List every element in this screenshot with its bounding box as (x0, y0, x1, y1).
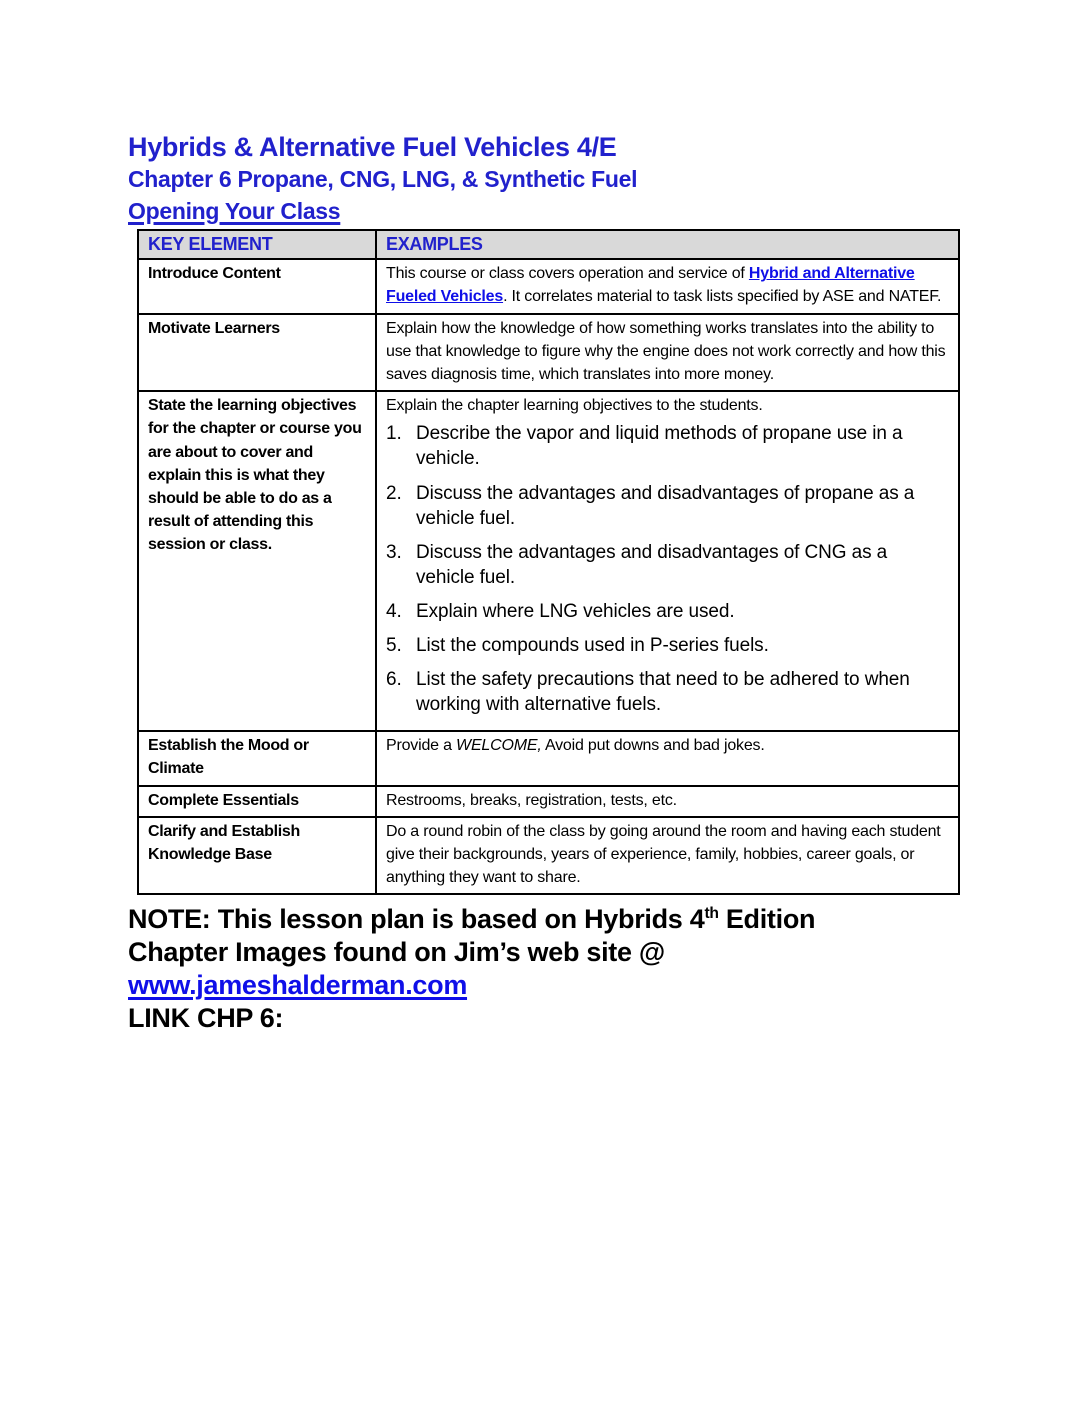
link-chp-label: LINK CHP 6: (128, 1003, 284, 1034)
objective-item: Describe the vapor and liquid methods of propane use in a vehicle. (416, 423, 903, 470)
text-segment: Provide a (386, 737, 457, 755)
note-line-2: Chapter Images found on Jim’s web site @ (128, 937, 665, 968)
objective-item: List the safety precautions that need to be adhered to when working with alternative fuels. (416, 669, 910, 716)
table-row (138, 314, 959, 392)
chapter-subtitle: Chapter 6 Propane, CNG, LNG, & Synthetic Fuel (128, 166, 638, 193)
objective-item: List the compounds used in P-series fuels. (416, 634, 769, 656)
website-link[interactable]: www.jameshalderman.com (128, 970, 468, 1001)
text-segment: Edition (718, 904, 816, 935)
note-block (128, 903, 962, 1035)
example-cell (376, 817, 959, 895)
objective-item: Discuss the advantages and disadvantages of propane as a vehicle fuel. (416, 482, 915, 529)
note-line-1 (128, 903, 962, 936)
table-row (138, 817, 959, 895)
table-row (138, 391, 959, 731)
page-content (128, 131, 962, 1035)
text-segment: WELCOME, (456, 737, 542, 755)
example-cell (376, 391, 959, 731)
text-segment: Avoid put downs and bad jokes. (541, 737, 765, 755)
objective-item: Explain where LNG vehicles are used. (416, 600, 735, 622)
text-segment: . It correlates material to task lists specified by ASE and NATEF. (503, 288, 942, 306)
text-segment: Explain the chapter learning objectives to the students. (386, 397, 763, 415)
key-cell: Clarify and Establish Knowledge Base (138, 817, 376, 895)
objectives-list (386, 421, 950, 717)
objectives-intro (386, 394, 950, 417)
hybrid-vehicles-link[interactable]: Hybrid and Alternative Fueled Vehicles (386, 265, 915, 306)
example-cell (376, 314, 959, 392)
header-key-element: KEY ELEMENT (138, 230, 376, 259)
header-examples: EXAMPLES (376, 230, 959, 259)
table-row (138, 786, 959, 817)
lesson-plan-table (137, 229, 960, 895)
text-segment: Restrooms, breaks, registration, tests, etc. (386, 791, 677, 809)
example-cell (376, 259, 959, 313)
key-cell: Motivate Learners (138, 314, 376, 392)
text-segment: th (704, 905, 719, 923)
text-segment: Explain how the knowledge of how something works translates into the ability to use that knowledge to figure why the engine does not work correctly and how this saves diagnosis time, which translates into more money. (386, 319, 946, 384)
key-cell: Introduce Content (138, 259, 376, 313)
table-row (138, 259, 959, 313)
table-row (138, 731, 959, 785)
text-segment: Do a round robin of the class by going around the room and having each student give their backgrounds, years of experience, family, hobbies, career goals, or anything they want to share. (386, 822, 941, 887)
text-segment: This course or class covers operation and service of (386, 265, 749, 283)
text-segment: NOTE: This lesson plan is based on Hybrids 4 (128, 904, 705, 935)
key-cell: State the learning objectives for the chapter or course you are about to cover and explain this is what they should be able to do as a result of attending this session or class. (138, 391, 376, 731)
section-heading: Opening Your Class (128, 197, 341, 224)
note-line-3 (128, 969, 962, 1002)
table-header-row (138, 230, 959, 259)
page-title: Hybrids & Alternative Fuel Vehicles 4/E (128, 132, 617, 162)
objective-item: Discuss the advantages and disadvantages of CNG as a vehicle fuel. (416, 541, 888, 588)
example-cell (376, 786, 959, 817)
key-cell: Complete Essentials (138, 786, 376, 817)
key-cell: Establish the Mood or Climate (138, 731, 376, 785)
example-cell (376, 731, 959, 785)
